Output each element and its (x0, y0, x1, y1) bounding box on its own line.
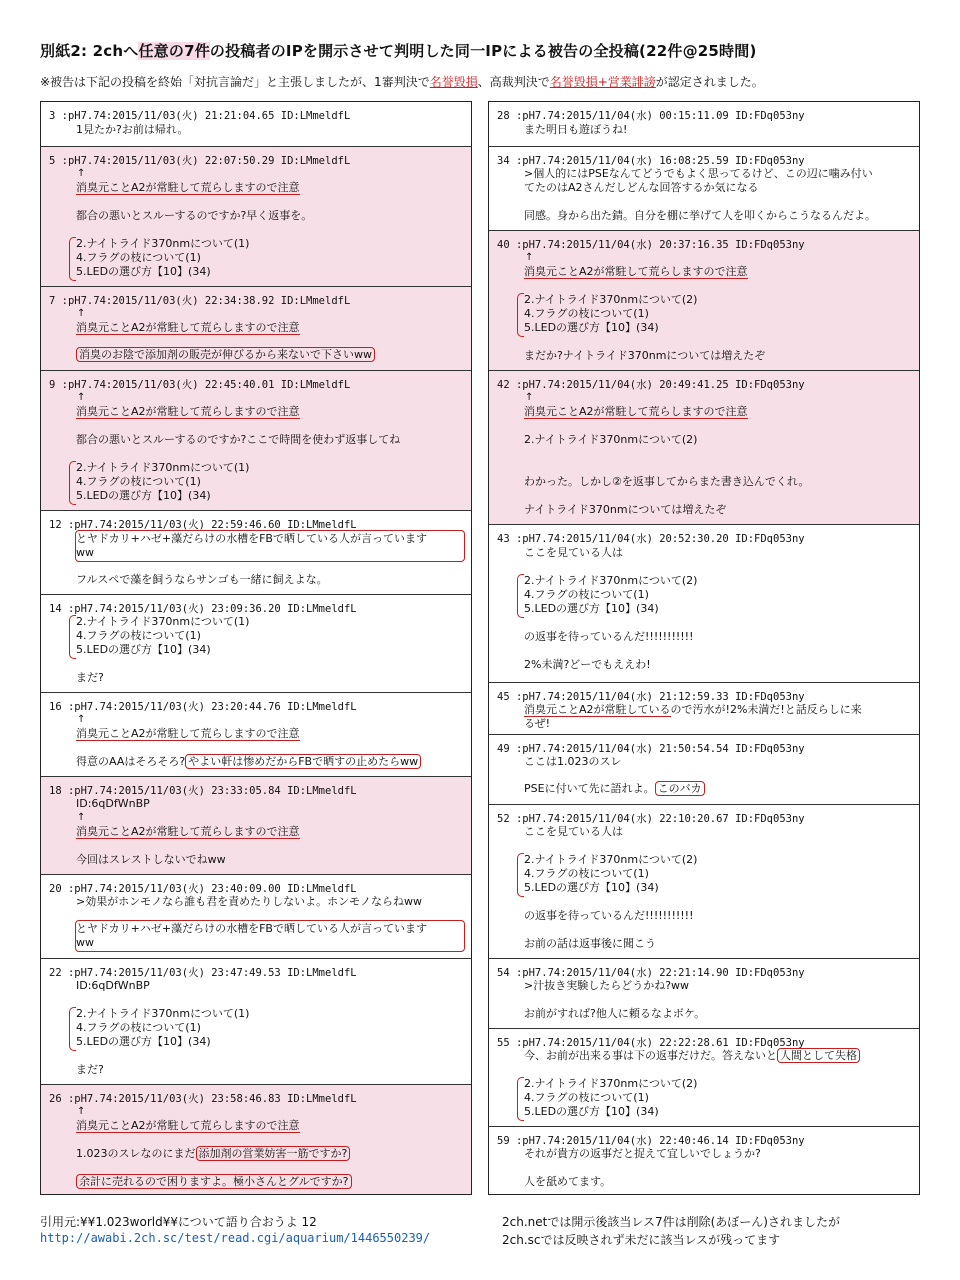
post-header: 12 :pH7.74:2015/11/03(火) 22:59:46.60 ID:LMmeldfL (49, 519, 357, 531)
post-text: とヤドカリ+ハゼ+藻だらけの水槽をFBで晒している人が言っています (76, 532, 427, 545)
post-12 (41, 510, 471, 594)
post-28 (489, 102, 919, 146)
thread-list-item: 4.フラグの枝について(1) (76, 475, 201, 488)
post-22 (41, 958, 471, 1084)
footer-note: 2ch.scでは反映されず未だに該当レスが残ってます (502, 1233, 781, 1247)
thread-list-item: 4.フラグの枝について(1) (524, 307, 649, 320)
post-40 (489, 230, 919, 370)
post-text: >個人的にはPSEなんてどうでもよく思ってるけど、この辺に噛み付い (524, 167, 873, 180)
reply-arrow: ↑ (77, 812, 86, 823)
post-text: ここを見ている人は (524, 546, 623, 559)
reply-arrow: ↑ (77, 1106, 86, 1117)
warning-text: 消臭元ことA2が常駐して荒らしますので注意 (76, 321, 300, 334)
list-bracket (69, 237, 76, 281)
thread-list-item: 5.LEDの選び方【10】(34) (76, 489, 211, 502)
post-header: 45 :pH7.74:2015/11/04(水) 21:12:59.33 ID:FDq053ny (497, 691, 805, 703)
thread-list-item: 4.フラグの枝について(1) (524, 1091, 649, 1104)
post-text: お前の話は返事後に聞こう (524, 937, 656, 950)
post-header: 59 :pH7.74:2015/11/04(水) 22:40:46.14 ID:FDq053ny (497, 1135, 805, 1147)
list-bracket (517, 574, 524, 618)
boxed-text: 消臭のお陰で添加剤の販売が伸びるから来ないで下さいww (76, 347, 375, 362)
post-text: フルスペで藻を飼うならサンゴも一緒に飼えよな。 (76, 573, 328, 586)
left-post-column (40, 101, 472, 1195)
post-header: 34 :pH7.74:2015/11/04(水) 16:08:25.59 ID:FDq053ny (497, 155, 805, 167)
post-text: まだか?ナイトライド370nmについては増えたぞ (524, 349, 766, 362)
warning-text: 消臭元ことA2が常駐して荒らしますので注意 (76, 405, 300, 418)
post-text: 都合の悪いとスルーするのですか?ここで時間を使わず返事してね (76, 433, 401, 446)
post-text: >汁抜き実験したらどうかね?ww (524, 979, 690, 992)
post-id: ID:6qDfWnBP (76, 797, 150, 810)
post-text: 1見たか?お前は帰れ。 (76, 123, 189, 136)
thread-list-item: 4.フラグの枝について(1) (76, 251, 201, 264)
post-34 (489, 146, 919, 230)
post-52 (489, 804, 919, 958)
post-59 (489, 1126, 919, 1194)
page-title: 別紙2: 2chへ任意の7件の投稿者のIPを開示させて判明した同一IPによる被告の全投稿(22件@25時間) (40, 42, 757, 60)
post-text: 同感。身から出た錆。自分を棚に挙げて人を叩くからこうなるんだよ。 (524, 209, 876, 222)
post-7 (41, 286, 471, 370)
thread-list-item: 2.ナイトライド370nmについて(1) (76, 237, 250, 250)
thread-list-item: 5.LEDの選び方【10】(34) (76, 643, 211, 656)
thread-list-item: 4.フラグの枝について(1) (524, 588, 649, 601)
post-text: ので汚水が!2%未満だ!と話反らしに来 (670, 703, 862, 716)
thread-list-item: 2.ナイトライド370nmについて(2) (524, 574, 698, 587)
post-9 (41, 370, 471, 510)
post-header: 52 :pH7.74:2015/11/04(水) 22:10:20.67 ID:FDq053ny (497, 813, 805, 825)
boxed-text: このバカ (655, 781, 705, 796)
post-text: ここは1.023のスレ (524, 755, 622, 768)
reply-arrow: ↑ (77, 714, 86, 725)
post-text: の返事を待っているんだ!!!!!!!!!!! (524, 630, 694, 643)
warning-text: 消臭元ことA2が常駐して荒らしますので注意 (76, 825, 300, 838)
post-header: 7 :pH7.74:2015/11/03(火) 22:34:38.92 ID:LMmeldfL (49, 295, 351, 307)
reply-arrow: ↑ (77, 392, 86, 403)
thread-list-item: 5.LEDの選び方【10】(34) (524, 1105, 659, 1118)
post-text: てたのはA2さんだしどんな回答するか気になる (524, 181, 759, 194)
post-text: 都合の悪いとスルーするのですか?早く返事を。 (76, 209, 313, 222)
post-text: 人を舐めてます。 (524, 1175, 612, 1188)
post-text: るぜ! (524, 717, 551, 730)
warning-text: 消臭元ことA2が常駐して荒らしますので注意 (76, 1119, 300, 1132)
post-text: まだ? (76, 1063, 104, 1076)
post-text: また明日も遊ぼうね! (524, 123, 628, 136)
post-text: 今、お前が出来る事は下の返事だけだ。答えないと (524, 1049, 777, 1062)
post-header: 26 :pH7.74:2015/11/03(火) 23:58:46.83 ID:LMmeldfL (49, 1093, 357, 1105)
post-header: 42 :pH7.74:2015/11/04(水) 20:49:41.25 ID:FDq053ny (497, 379, 805, 391)
post-20 (41, 874, 471, 958)
list-bracket (517, 293, 524, 337)
boxed-text: 添加剤の営業妨害一筋ですか? (196, 1146, 351, 1161)
post-text: 得意のAAはそろそろ? (76, 755, 186, 768)
post-header: 49 :pH7.74:2015/11/04(水) 21:50:54.54 ID:FDq053ny (497, 743, 805, 755)
warning-text: 消臭元ことA2が常駐している (524, 703, 671, 716)
thread-list-item: 2.ナイトライド370nmについて(2) (524, 853, 698, 866)
list-bracket (69, 615, 76, 659)
post-55 (489, 1028, 919, 1126)
boxed-text: やよい軒は惨めだからFBで晒すの止めたらww (185, 754, 421, 769)
thread-list-item: 5.LEDの選び方【10】(34) (524, 881, 659, 894)
post-id: ID:6qDfWnBP (76, 979, 150, 992)
post-header: 9 :pH7.74:2015/11/03(火) 22:45:40.01 ID:LMmeldfL (49, 379, 351, 391)
post-5 (41, 146, 471, 286)
list-bracket (69, 461, 76, 505)
post-header: 20 :pH7.74:2015/11/03(火) 23:40:09.00 ID:LMmeldfL (49, 883, 357, 895)
post-42 (489, 370, 919, 524)
thread-list-item: 2.ナイトライド370nmについて(2) (524, 1077, 698, 1090)
post-text: ww (76, 546, 94, 559)
thread-list-item: 5.LEDの選び方【10】(34) (524, 602, 659, 615)
post-header: 54 :pH7.74:2015/11/04(水) 22:21:14.90 ID:FDq053ny (497, 967, 805, 979)
boxed-text: 余計に売れるので困りますよ。極小さんとグルですか? (76, 1174, 352, 1189)
post-16 (41, 692, 471, 776)
reply-arrow: ↑ (77, 308, 86, 319)
post-header: 14 :pH7.74:2015/11/03(火) 23:09:36.20 ID:LMmeldfL (49, 603, 357, 615)
post-43 (489, 524, 919, 682)
source-label: 引用元:¥¥1.023world¥¥について語り合おうよ 12 (40, 1215, 317, 1229)
post-header: 40 :pH7.74:2015/11/04(水) 20:37:16.35 ID:FDq053ny (497, 239, 805, 251)
list-bracket (517, 1077, 524, 1121)
post-text: >効果がホンモノなら誰も君を責めたりしないよ。ホンモノならねww (76, 895, 422, 908)
warning-text: 消臭元ことA2が常駐して荒らしますので注意 (524, 405, 748, 418)
right-post-column (488, 101, 920, 1195)
warning-text: 消臭元ことA2が常駐して荒らしますので注意 (524, 265, 748, 278)
warning-text: 消臭元ことA2が常駐して荒らしますので注意 (76, 181, 300, 194)
post-14 (41, 594, 471, 692)
thread-list-item: 5.LEDの選び方【10】(34) (524, 321, 659, 334)
post-text: 今回はスレストしないでねww (76, 853, 226, 866)
post-header: 5 :pH7.74:2015/11/03(火) 22:07:50.29 ID:LMmeldfL (49, 155, 351, 167)
post-45 (489, 682, 919, 734)
thread-list-item: 2.ナイトライド370nmについて(1) (76, 1007, 250, 1020)
thread-list-item: 2.ナイトライド370nmについて(1) (76, 461, 250, 474)
post-text: PSEに付いて先に語れよ。 (524, 782, 655, 795)
thread-list-item: 4.フラグの枝について(1) (76, 1021, 201, 1034)
post-text: ここを見ている人は (524, 825, 623, 838)
post-text: の返事を待っているんだ!!!!!!!!!!! (524, 909, 694, 922)
post-text: それが貴方の返事だと捉えて宜しいでしょうか? (524, 1147, 761, 1160)
post-text: 1.023のスレなのにまだ (76, 1147, 196, 1160)
thread-list-item: 5.LEDの選び方【10】(34) (76, 1035, 211, 1048)
post-text: わかった。しかし②を返事してからまた書き込んでくれ。 (524, 475, 810, 488)
list-bracket (517, 853, 524, 897)
post-header: 55 :pH7.74:2015/11/04(水) 22:22:28.61 ID:FDq053ny (497, 1037, 805, 1049)
post-header: 22 :pH7.74:2015/11/03(火) 23:47:49.53 ID:LMmeldfL (49, 967, 357, 979)
boxed-text: 人間として失格 (777, 1048, 860, 1063)
post-text: 2%未満?どーでもええわ! (524, 658, 651, 671)
reply-arrow: ↑ (525, 252, 534, 263)
thread-list-item: 2.ナイトライド370nmについて(2) (524, 293, 698, 306)
post-text: とヤドカリ+ハゼ+藻だらけの水槽をFBで晒している人が言っています (76, 922, 427, 935)
reply-arrow: ↑ (525, 392, 534, 403)
post-text: まだ? (76, 671, 104, 684)
post-18 (41, 776, 471, 874)
warning-text: 消臭元ことA2が常駐して荒らしますので注意 (76, 727, 300, 740)
post-49 (489, 734, 919, 804)
post-26 (41, 1084, 471, 1194)
list-bracket (69, 1007, 76, 1051)
thread-list-item: 5.LEDの選び方【10】(34) (76, 265, 211, 278)
thread-list-item: 4.フラグの枝について(1) (76, 629, 201, 642)
post-text: お前がすれば?他人に頼るなよボケ。 (524, 1007, 706, 1020)
thread-list-item: 2.ナイトライド370nmについて(1) (76, 615, 250, 628)
post-54 (489, 958, 919, 1028)
post-header: 43 :pH7.74:2015/11/04(水) 20:52:30.20 ID:FDq053ny (497, 533, 805, 545)
post-text: ナイトライド370nmについては増えたぞ (524, 503, 727, 516)
post-3 (41, 102, 471, 146)
post-header: 16 :pH7.74:2015/11/03(火) 23:20:44.76 ID:LMmeldfL (49, 701, 357, 713)
verdict-note: ※被告は下記の投稿を終始「対抗言論だ」と主張しましたが、1審判決で名誉毀損、高裁判決で名誉毀損+営業誹謗が認定されました。 (40, 75, 764, 89)
thread-list-item: 4.フラグの枝について(1) (524, 867, 649, 880)
thread-list-item: 2.ナイトライド370nmについて(2) (524, 433, 698, 446)
source-url-link[interactable]: http://awabi.2ch.sc/test/read.cgi/aquarium/1446550239/ (40, 1231, 431, 1245)
post-header: 18 :pH7.74:2015/11/03(火) 23:33:05.84 ID:LMmeldfL (49, 785, 357, 797)
post-text: ww (76, 936, 94, 949)
post-header: 28 :pH7.74:2015/11/04(水) 00:15:11.09 ID:FDq053ny (497, 110, 805, 122)
footer-note: 2ch.netでは開示後該当レス7件は削除(あぼーん)されましたが (502, 1215, 840, 1229)
reply-arrow: ↑ (77, 168, 86, 179)
post-header: 3 :pH7.74:2015/11/03(火) 21:21:04.65 ID:LMmeldfL (49, 110, 351, 122)
